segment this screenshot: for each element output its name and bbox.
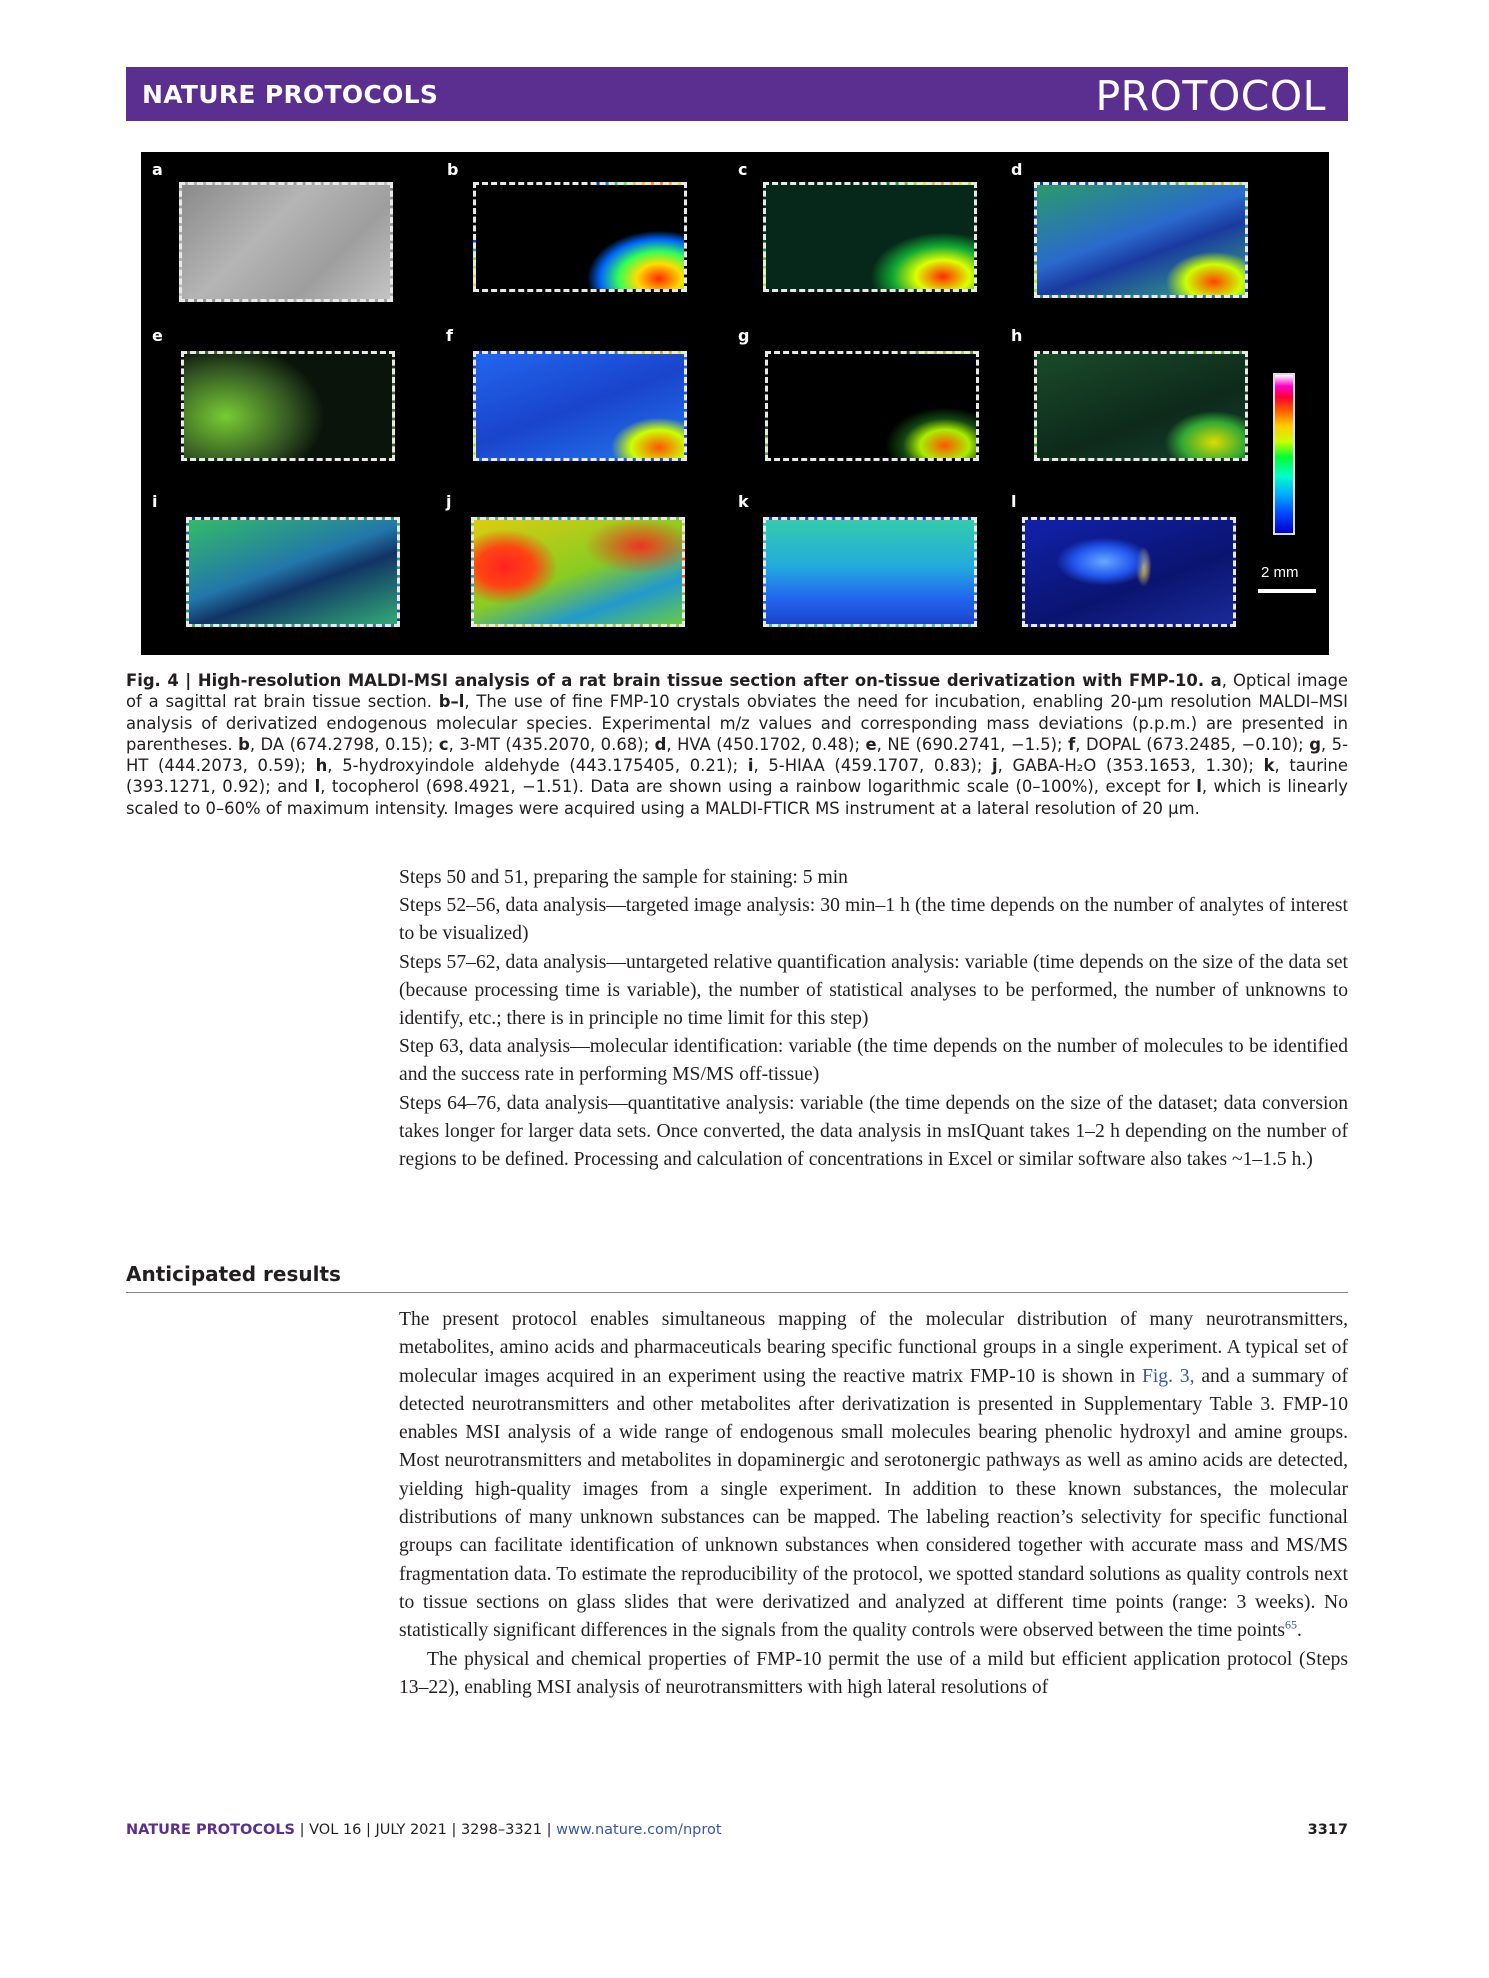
text-run: and a summary of detected neurotransmitters and other metabolites after derivatization is presented in Supplementary Table 3. FMP-10 enables MSI analysis of a wide range of endogenous small molecules bearing phenolic hydroxyl and amine groups. Most neurotransmitters and metabolites in dopaminergic and serotonergic pathways as well as amino acids are detected, yielding high-quality images from a single experiment. In addition to these known substances, the molecular distributions of many unknown substances can be mapped. The labeling reaction’s selectivity for specific functional groups can facilitate identification of unknown substances when considered together with accurate mass and MS/MS fragmentation data. To estimate the reproducibility of the protocol, we spotted standard solutions as quality controls next to tissue sections on glass slides that were derivatized and analyzed at different time points (range: 3 weeks). No statistically significant differences in the signals from the quality controls were observed between the time points (399, 1365, 1348, 1642)
panel-label: c (738, 160, 748, 179)
caption-panel-ref: d (654, 734, 667, 754)
footer-url[interactable]: www.nature.com/nprot (556, 1822, 722, 1838)
paragraph (399, 1306, 1348, 1646)
paragraph: The physical and chemical properties of FMP-10 permit the use of a mild but efficient application protocol (Steps 13–22), enabling MSI analysis of neurotransmitters with high lateral resolutions of (399, 1648, 1348, 1698)
tissue-image (1034, 351, 1248, 461)
tissue-image (765, 351, 979, 461)
page-number: 3317 (1307, 1822, 1348, 1838)
panel-label: j (446, 492, 452, 511)
caption-text: , which is linearly scaled to 0–60% of maximum intensity. Images were acquired using a MALDI-FTICR MS instrument at a lateral resolution of 20 µm. (126, 777, 1348, 818)
text-run: The present protocol enables simultaneous mapping of the molecular distribution of many neurotransmitters, metabolites, amino acids and pharmaceuticals bearing specific functional groups in a single experiment. A typical set of molecular images acquired in an experiment using the reactive matrix FMP-10 is shown in (399, 1309, 1348, 1387)
footer-citation: | VOL 16 | JULY 2021 | 3298–3321 | (295, 1822, 557, 1838)
panel-label: i (152, 492, 158, 511)
scale-bar-label: 2 mm (1261, 564, 1299, 581)
tissue-image (186, 517, 400, 627)
journal-banner (126, 67, 1348, 121)
caption-text: , DOPAL (673.2485, −0.10); (1075, 734, 1310, 754)
caption-text: , 5-hydroxyindole aldehyde (443.175405, 0.21); (327, 756, 748, 776)
caption-panel-ref: a (1204, 671, 1222, 690)
tissue-image (763, 182, 977, 292)
caption-text: , GABA-H₂O (353.1653, 1.30); (997, 756, 1264, 776)
panel-label: g (738, 326, 750, 345)
tissue-image (471, 517, 685, 627)
timing-steps (399, 864, 1348, 1174)
caption-text: , Optical image of a sagittal rat brain tissue section. (126, 671, 1348, 712)
tissue-image (763, 517, 977, 627)
caption-title: High-resolution MALDI-MSI analysis of a rat brain tissue section after on-tissue derivatization with FMP-10. (197, 671, 1205, 690)
footer-journal: NATURE PROTOCOLS (126, 1822, 296, 1838)
panel-label: h (1011, 326, 1023, 345)
tissue-image (473, 182, 687, 292)
caption-text: , taurine (393.1271, 0.92); and (126, 756, 1348, 797)
caption-text: , HVA (450.1702, 0.48); (666, 734, 866, 754)
figure-link[interactable]: Fig. 3, (1141, 1365, 1195, 1387)
tissue-image (181, 351, 395, 461)
tissue-image (1034, 182, 1248, 298)
panel-label: f (446, 326, 453, 345)
caption-prefix: Fig. 4 | (126, 671, 198, 690)
text-run: . (1297, 1620, 1302, 1642)
scale-bar (1258, 589, 1316, 593)
caption-panel-ref: e (865, 734, 877, 754)
caption-panel-ref: b–l (438, 692, 465, 712)
panel-label: d (1011, 160, 1023, 179)
figure-caption (126, 670, 1348, 819)
body-text (399, 1306, 1348, 1702)
caption-panel-ref: k (1263, 756, 1275, 776)
figure-4 (141, 152, 1329, 655)
caption-text: , tocopherol (698.4921, −1.51). Data are shown using a rainbow logarithmic scale (0–100%), except for (320, 777, 1197, 797)
section-heading (126, 1262, 1348, 1293)
caption-text: , The use of fine FMP-10 crystals obviates the need for incubation, enabling 20-µm resolution MALDI–MSI analysis of derivatized endogenous molecular species. Experimental m/z values and corresponding mass deviations (p.p.m.) are presented in parentheses. (126, 692, 1348, 754)
step-line: Steps 64–76, data analysis—quantitative analysis: variable (the time depends on the size of the dataset; data conversion takes longer for larger data sets. Once converted, the data analysis in msIQuant takes 1–2 h depending on the number of regions to be defined. Processing and calculation of concentrations in Excel or similar software also takes ~1–1.5 h.) (399, 1092, 1348, 1171)
caption-text: , 5-HT (444.2073, 0.59); (126, 734, 1348, 776)
panel-label: a (152, 160, 163, 179)
step-line: Steps 52–56, data analysis—targeted image analysis: 30 min–1 h (the time depends on the number of analytes of interest to be visualized) (399, 895, 1348, 945)
intensity-colorbar (1273, 373, 1295, 535)
panel-label: k (738, 492, 749, 511)
caption-text: , NE (690.2741, −1.5); (876, 734, 1069, 754)
caption-text: , 5-HIAA (459.1707, 0.83); (753, 756, 993, 776)
tissue-image (179, 182, 393, 302)
caption-panel-ref: c (438, 734, 449, 754)
caption-text: , 3-MT (435.2070, 0.68); (448, 734, 655, 754)
caption-text: , DA (674.2798, 0.15); (249, 734, 439, 754)
step-line: Steps 57–62, data analysis—untargeted relative quantification analysis: variable (time depends on the size of the data set (because processing time is variable), the number of statistical analyses to be performed, the number of unknowns to identify, etc.; there is in principle no time limit for this step) (399, 951, 1348, 1030)
panel-label: e (152, 326, 163, 345)
journal-name: NATURE PROTOCOLS (142, 80, 439, 109)
caption-panel-ref: f (1068, 734, 1076, 754)
caption-panel-ref: l (314, 777, 321, 797)
section-title: Anticipated results (126, 1262, 341, 1286)
panel-label: b (447, 160, 459, 179)
caption-panel-ref: b (238, 734, 250, 754)
panel-label: l (1011, 492, 1017, 511)
step-line: Step 63, data analysis—molecular identification: variable (the time depends on the number of molecules to be identified and the success rate in performing MS/MS off-tissue) (399, 1036, 1348, 1086)
caption-panel-ref: g (1309, 734, 1321, 754)
tissue-image (1022, 517, 1236, 627)
tissue-image (473, 351, 687, 461)
caption-panel-ref: l (1196, 777, 1202, 797)
step-line: Steps 50 and 51, preparing the sample for staining: 5 min (399, 867, 848, 888)
page-footer (126, 1822, 1348, 1838)
article-type: PROTOCOL (1095, 72, 1326, 120)
caption-panel-ref: j (992, 756, 998, 776)
reference-link[interactable]: 65 (1285, 1617, 1298, 1632)
caption-panel-ref: h (315, 756, 328, 776)
caption-panel-ref: i (747, 756, 754, 776)
